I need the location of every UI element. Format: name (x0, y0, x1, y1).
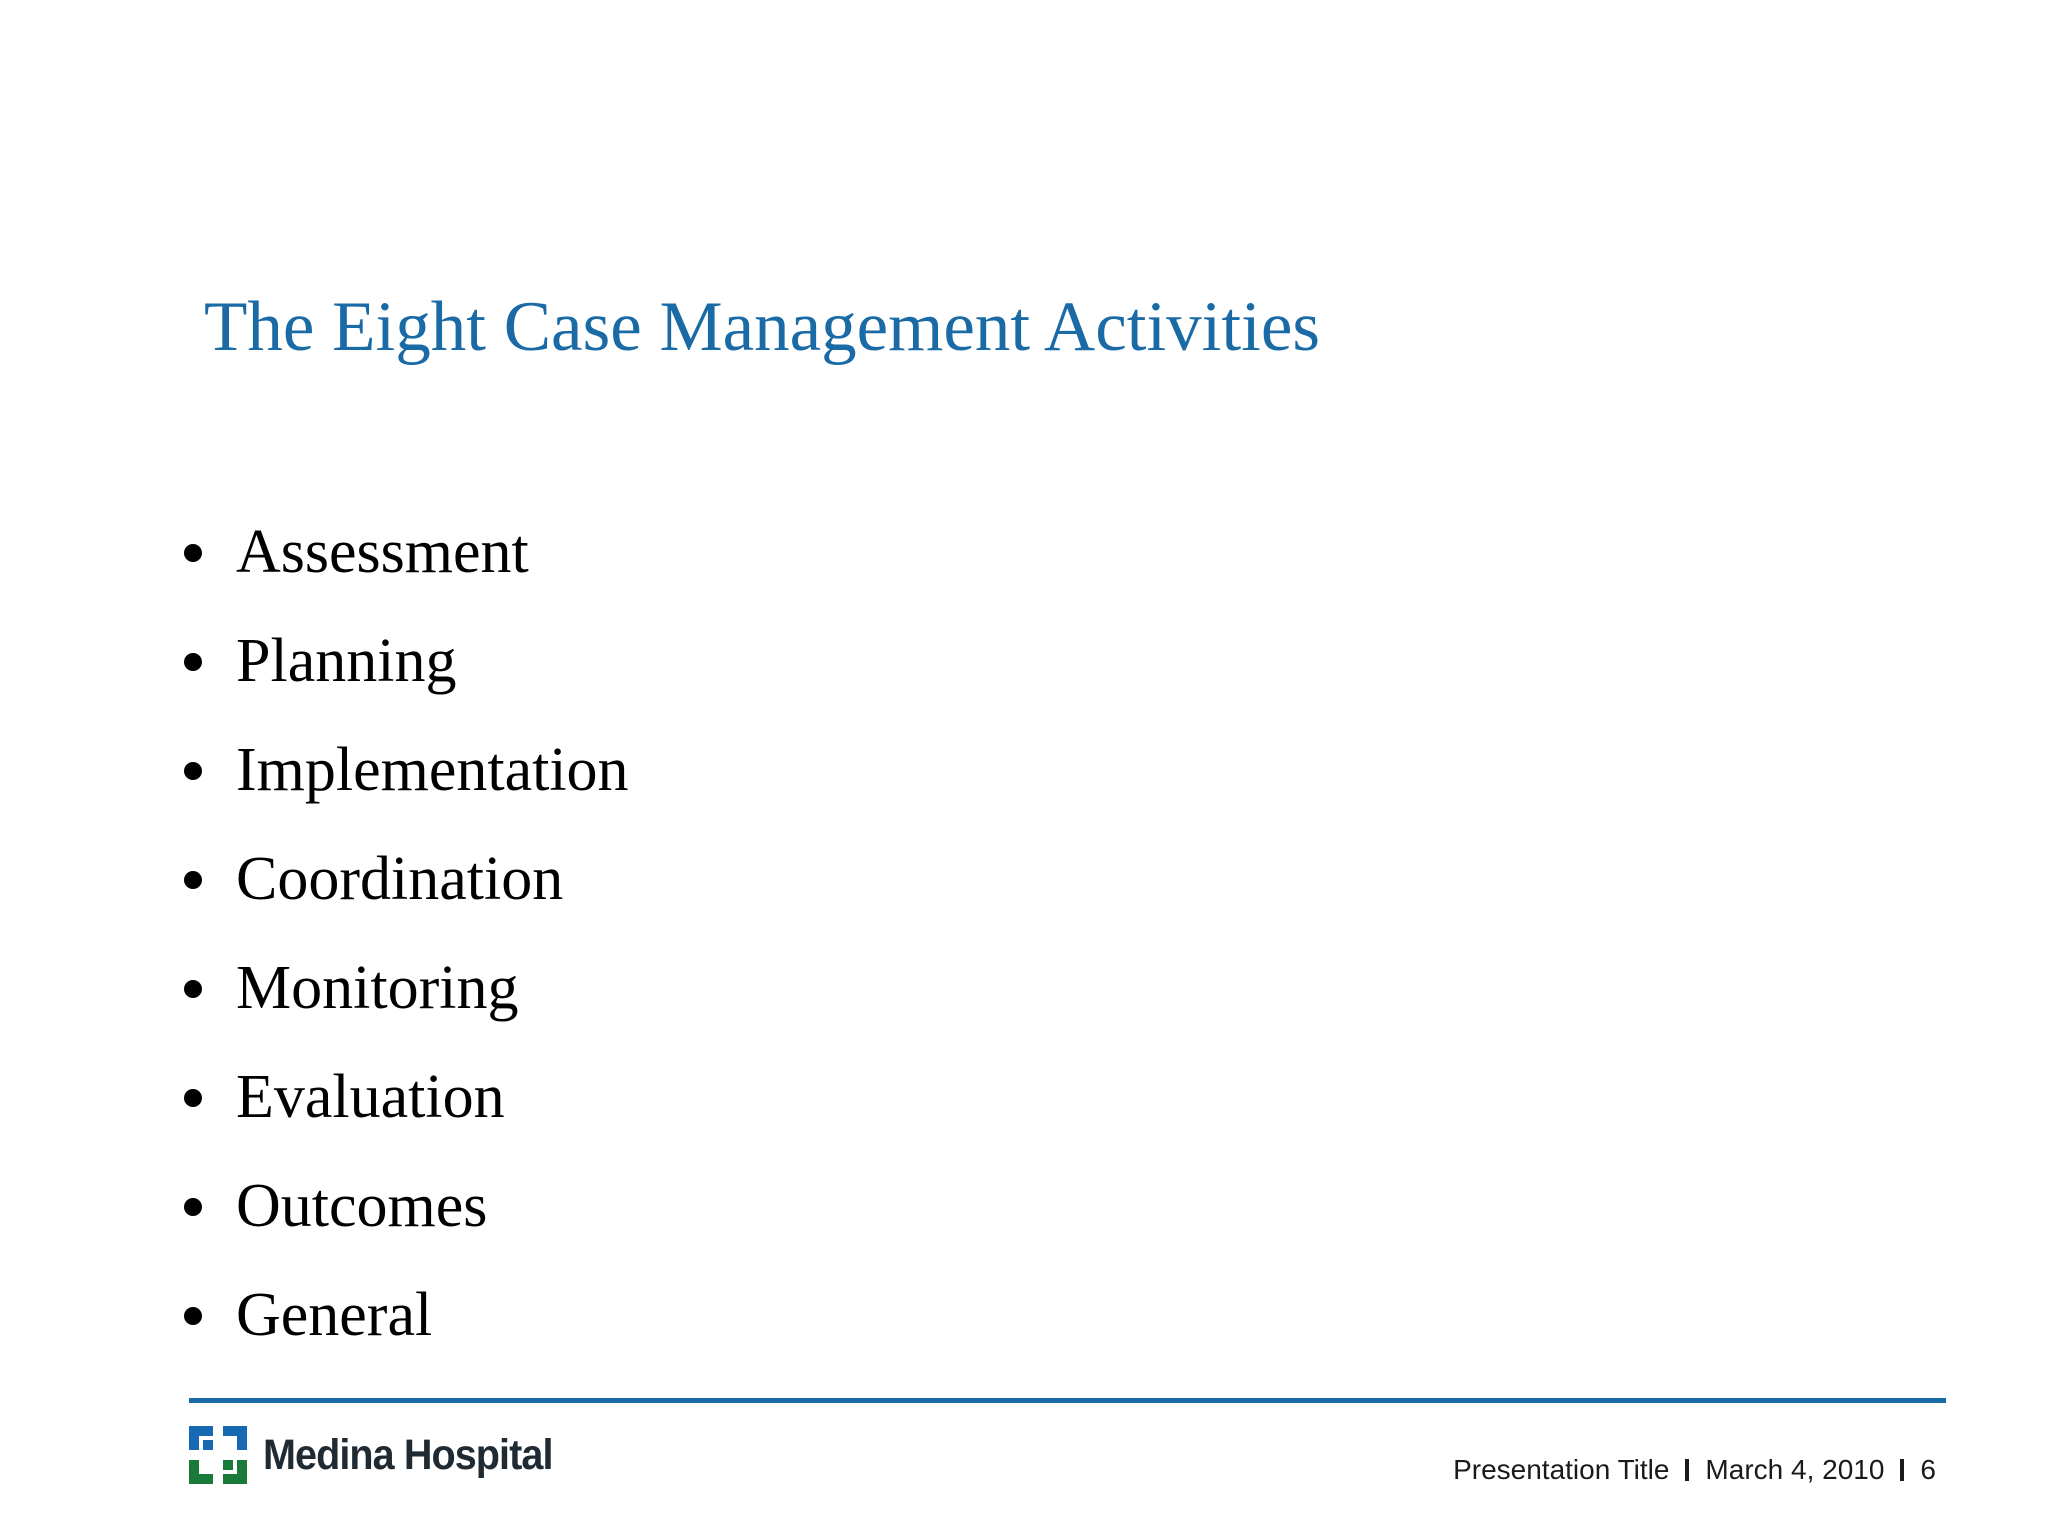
bullet-dot-icon (184, 1198, 202, 1216)
footer-divider (189, 1398, 1946, 1403)
slide-title: The Eight Case Management Activities (204, 288, 1320, 366)
bullet-item (178, 1152, 629, 1261)
bullet-dot-icon (184, 653, 202, 671)
logo-text: Medina Hospital (263, 1430, 553, 1479)
bullet-text: Planning (236, 627, 457, 695)
bullet-dot-icon (184, 980, 202, 998)
bullet-text: Monitoring (236, 954, 519, 1022)
bullet-dot-icon (184, 762, 202, 780)
bullet-text: General (236, 1281, 433, 1349)
footer-separator (1685, 1459, 1689, 1481)
bullet-dot-icon (184, 544, 202, 562)
bullet-text: Assessment (236, 518, 529, 586)
hospital-logo (187, 1424, 578, 1486)
bullet-item (178, 825, 629, 934)
bullet-list (178, 498, 629, 1370)
bullet-item (178, 607, 629, 716)
bullet-item (178, 1043, 629, 1152)
footer-info (1453, 1454, 1936, 1486)
bullet-dot-icon (184, 1089, 202, 1107)
bullet-dot-icon (184, 1307, 202, 1325)
bullet-text: Evaluation (236, 1063, 505, 1131)
bullet-text: Outcomes (236, 1172, 488, 1240)
bullet-item (178, 498, 629, 607)
bullet-text: Implementation (236, 736, 629, 804)
bullet-item (178, 716, 629, 825)
medina-cross-logo-icon (187, 1424, 249, 1486)
footer-date: March 4, 2010 (1705, 1454, 1885, 1485)
bullet-dot-icon (184, 871, 202, 889)
bullet-text: Coordination (236, 845, 564, 913)
bullet-item (178, 1261, 629, 1370)
bullet-item (178, 934, 629, 1043)
footer-presentation-title: Presentation Title (1453, 1454, 1670, 1485)
footer-separator (1900, 1459, 1904, 1481)
footer-page-number: 6 (1920, 1454, 1936, 1485)
